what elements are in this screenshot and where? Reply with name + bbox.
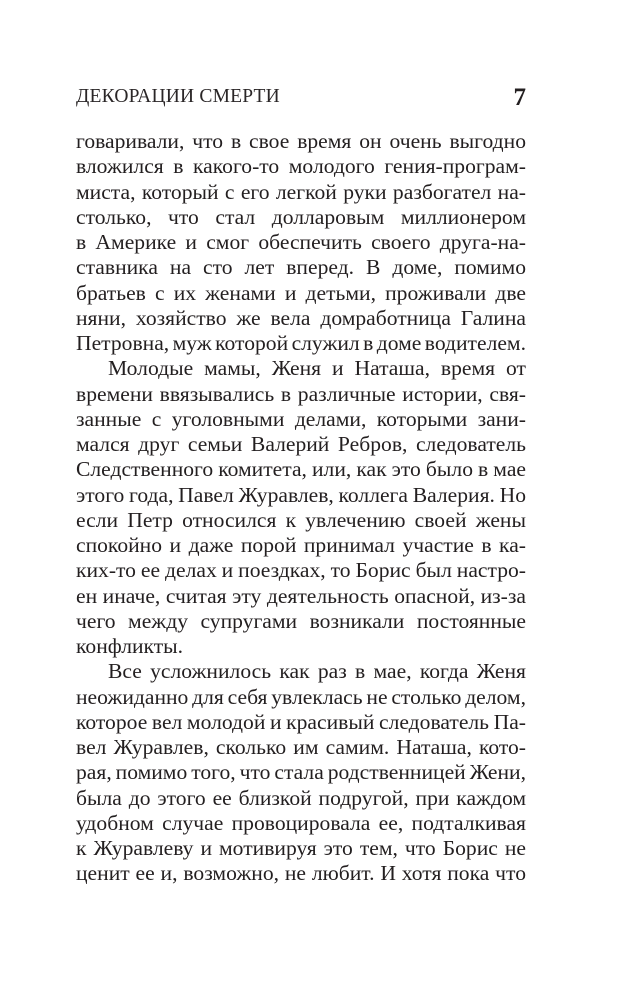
text-line: ких-то ее делах и поездках, то Борис был настро- — [76, 558, 526, 583]
text-line: занные с уголовными делами, которыми зани- — [76, 406, 526, 431]
text-line: вел Журавлев, сколько им самим. Наташа, кото- — [76, 735, 526, 759]
text-line: если Петр относился к увлечению своей жены — [76, 507, 526, 532]
text-line: чего между супругами возникали постоянные — [76, 608, 526, 633]
paragraph — [76, 659, 526, 886]
text-line: столько, что стал долларовым миллионером — [76, 204, 526, 229]
text-line: мался друг семьи Валерий Ребров, следователь — [76, 432, 526, 456]
text-line: ен иначе, считая эту деятельность опасной, из-за — [76, 583, 526, 608]
text-line: конфликты. — [76, 634, 184, 658]
text-line: которое вел молодой и красивый следователь Па- — [76, 709, 526, 734]
text-line: этого года, Павел Журавлев, коллега Валерия. Но — [76, 482, 526, 507]
text-line: неожиданно для себя увлеклась не столько делом, — [76, 684, 526, 709]
text-line: Все усложнилось как раз в мае, когда Женя — [108, 659, 526, 684]
running-title: ДЕКОРАЦИИ СМЕРТИ — [76, 86, 280, 107]
text-line: Петровна, муж которой служил в доме водителем. — [76, 331, 526, 355]
text-line: братьев с их женами и детьми, проживали две — [76, 280, 526, 305]
body-text — [76, 129, 526, 887]
page-number: 7 — [513, 84, 526, 111]
text-line: времени ввязывались в различные истории, свя- — [76, 381, 526, 406]
text-line: была до этого ее близкой подругой, при каждом — [76, 785, 526, 810]
text-line: Молодые мамы, Женя и Наташа, время от — [108, 356, 526, 381]
text-line: рая, помимо того, что стала родственницей Жени, — [76, 760, 526, 785]
text-line: няни, хозяйство же вела домработница Галина — [76, 305, 526, 330]
paragraph — [76, 129, 526, 356]
text-line: ставника на сто лет вперед. В доме, помимо — [76, 255, 526, 280]
paragraph — [76, 356, 526, 659]
text-line: говаривали, что в свое время он очень выгодно — [76, 129, 526, 153]
text-line: удобном случае провоцировала ее, подталкивая — [76, 810, 526, 835]
text-line: Следственного комитета, или, как это было в мае — [76, 457, 526, 482]
text-line: в Америке и смог обеспечить своего друга-на- — [76, 230, 526, 254]
text-line: к Журавлеву и мотивируя это тем, что Борис не — [76, 836, 526, 860]
running-header — [76, 86, 526, 114]
text-line: миста, который с его легкой руки разбогател на- — [76, 179, 526, 204]
text-line: ценит ее и, возможно, не любит. И хотя пока что — [76, 861, 526, 886]
text-line: спокойно и даже порой принимал участие в ка- — [76, 533, 526, 557]
text-line: вложился в какого-то молодого гения-програм- — [76, 154, 526, 179]
